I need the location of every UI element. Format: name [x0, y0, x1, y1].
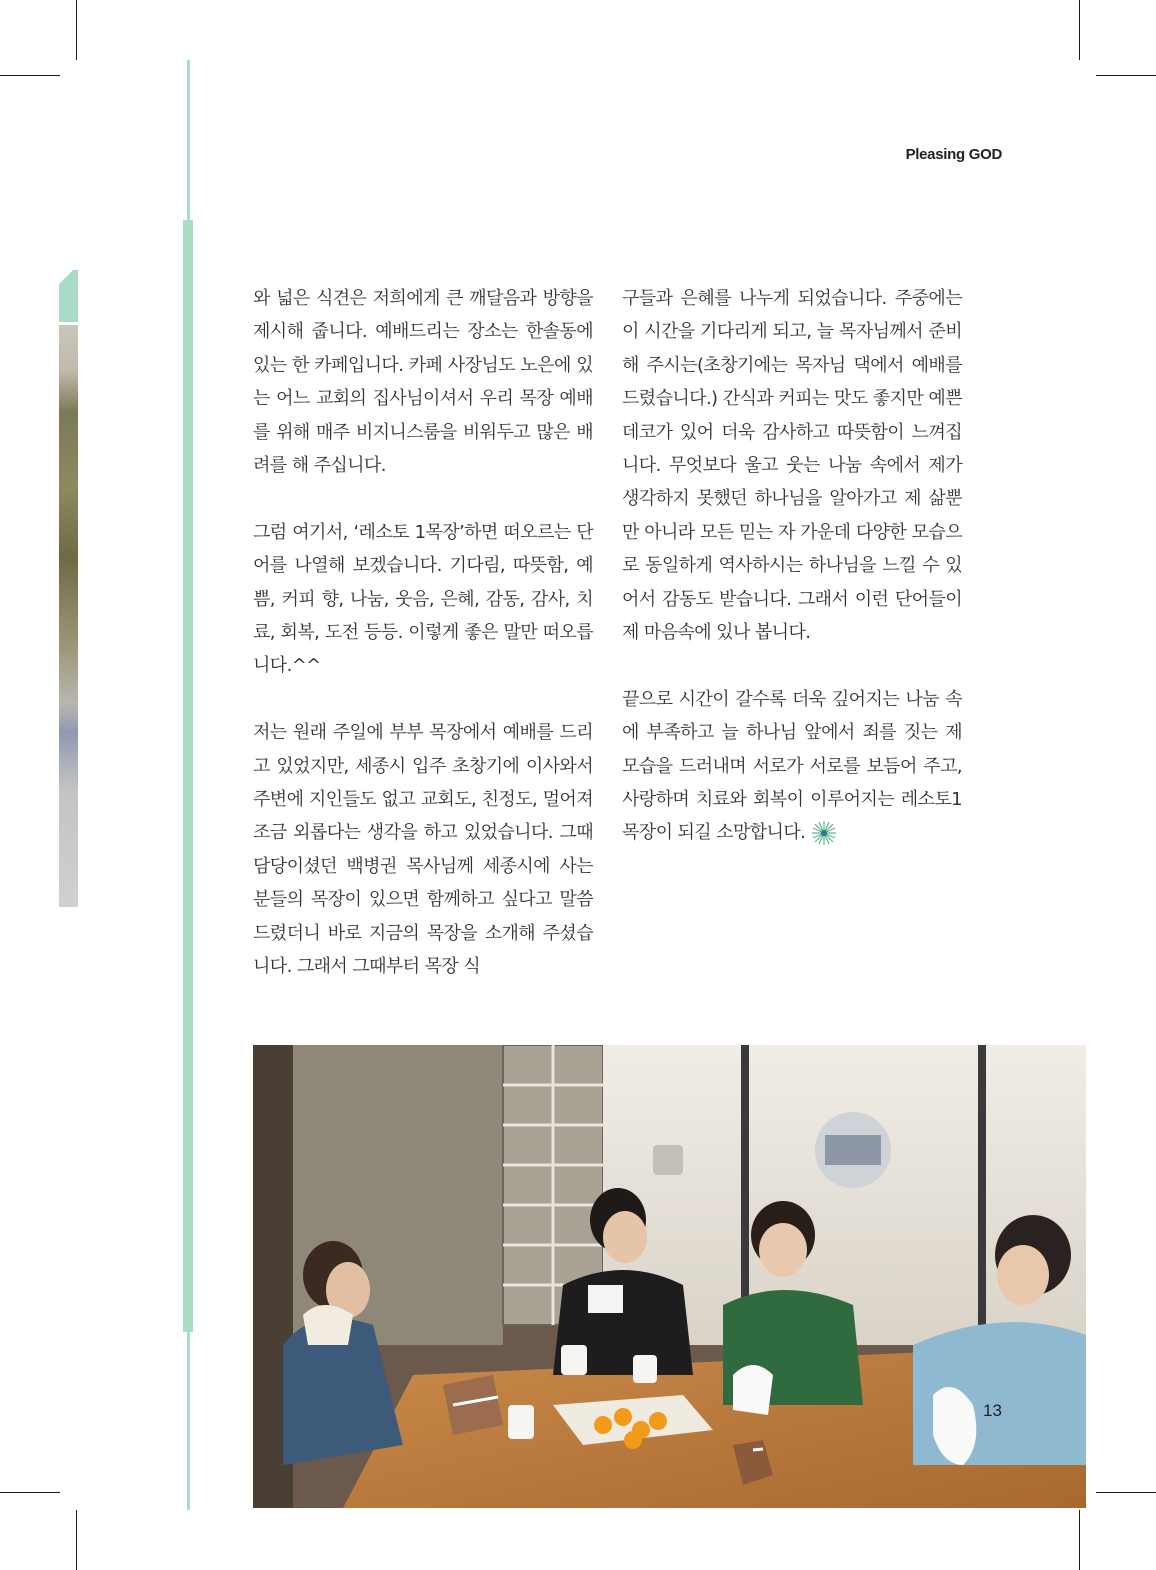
crop-mark [76, 0, 77, 60]
paragraph: 와 넓은 식견은 저희에게 큰 깨달음과 방향을 제시해 줍니다. 예배드리는 장소는 한솔동에 있는 한 카페입니다. 카페 사장님도 노은에 있는 어느 교회의 집사님이셔서 우리 목장 예배를 위해 매주 비지니스룸을 비워두고 많은 배려를 해 주십니다. [253, 288, 593, 477]
crop-mark [1096, 1492, 1156, 1493]
group-photo [253, 1045, 1086, 1508]
starburst-icon [809, 820, 839, 846]
crop-mark [1079, 1510, 1080, 1570]
crop-mark [1079, 0, 1080, 60]
left-photo-strip [59, 270, 78, 907]
page-number: 13 [983, 1401, 1002, 1420]
running-header: Pleasing GOD [905, 146, 1002, 163]
crop-mark [0, 75, 60, 76]
right-text-column [622, 282, 962, 883]
paragraph: 그럼 여기서, ‘레소토 1목장’하면 떠오르는 단어를 나열해 보겠습니다. 기다림, 따뜻함, 예쁨, 커피 향, 나눔, 웃음, 은혜, 감동, 감사, 치료, 회복, 도전 등등. 이렇게 좋은 말만 떠오릅니다.^^ [253, 521, 593, 677]
accent-rule-thick [183, 220, 193, 1332]
paragraph-text: 끝으로 시간이 갈수록 더욱 깊어지는 나눔 속에 부족하고 늘 하나님 앞에서 죄를 짓는 제 모습을 드러내며 서로가 서로를 보듬어 주고, 사랑하며 치료와 회복이 이루어지는 레소토1목장이 되길 소망합니다. [622, 688, 962, 844]
paragraph: 구들과 은혜를 나누게 되었습니다. 주중에는 이 시간을 기다리게 되고, 늘 목자님께서 준비해 주시는(초창기에는 목자님 댁에서 예배를 드렸습니다.) 간식과 커피는 맛도 좋지만 예쁜 데코가 있어 더욱 감사하고 따뜻함이 느껴집니다. 무엇보다 울고 웃는 나눔 속에서 제가 생각하지 못했던 하나님을 알아가고 제 삶뿐만 아니라 모든 믿는 자 가운데 다양한 모습으로 동일하게 역사하시는 하나님을 느낄 수 있어서 감동도 받습니다. 그래서 이런 단어들이 제 마음속에 있나 봅니다. [622, 288, 962, 644]
photo-illustration [253, 1045, 1086, 1508]
left-text-column [253, 282, 593, 1017]
crop-mark [0, 1492, 60, 1493]
paragraph: 저는 원래 주일에 부부 목장에서 예배를 드리고 있었지만, 세종시 입주 초창기에 이사와서 주변에 지인들도 없고 교회도, 친정도, 멀어져 조금 외롭다는 생각을 하고 있었습니다. 그때 담당이셨던 백병권 목사님께 세종시에 사는 분들의 목장이 있으면 함께하고 싶다고 말씀드렸더니 바로 지금의 목장을 소개해 주셨습니다. 그래서 그때부터 목장 식 [253, 722, 593, 978]
paragraph-closing [622, 683, 962, 850]
cropped-photo [59, 325, 78, 907]
crop-mark [76, 1510, 77, 1570]
accent-tab [59, 270, 78, 322]
crop-mark [1096, 75, 1156, 76]
